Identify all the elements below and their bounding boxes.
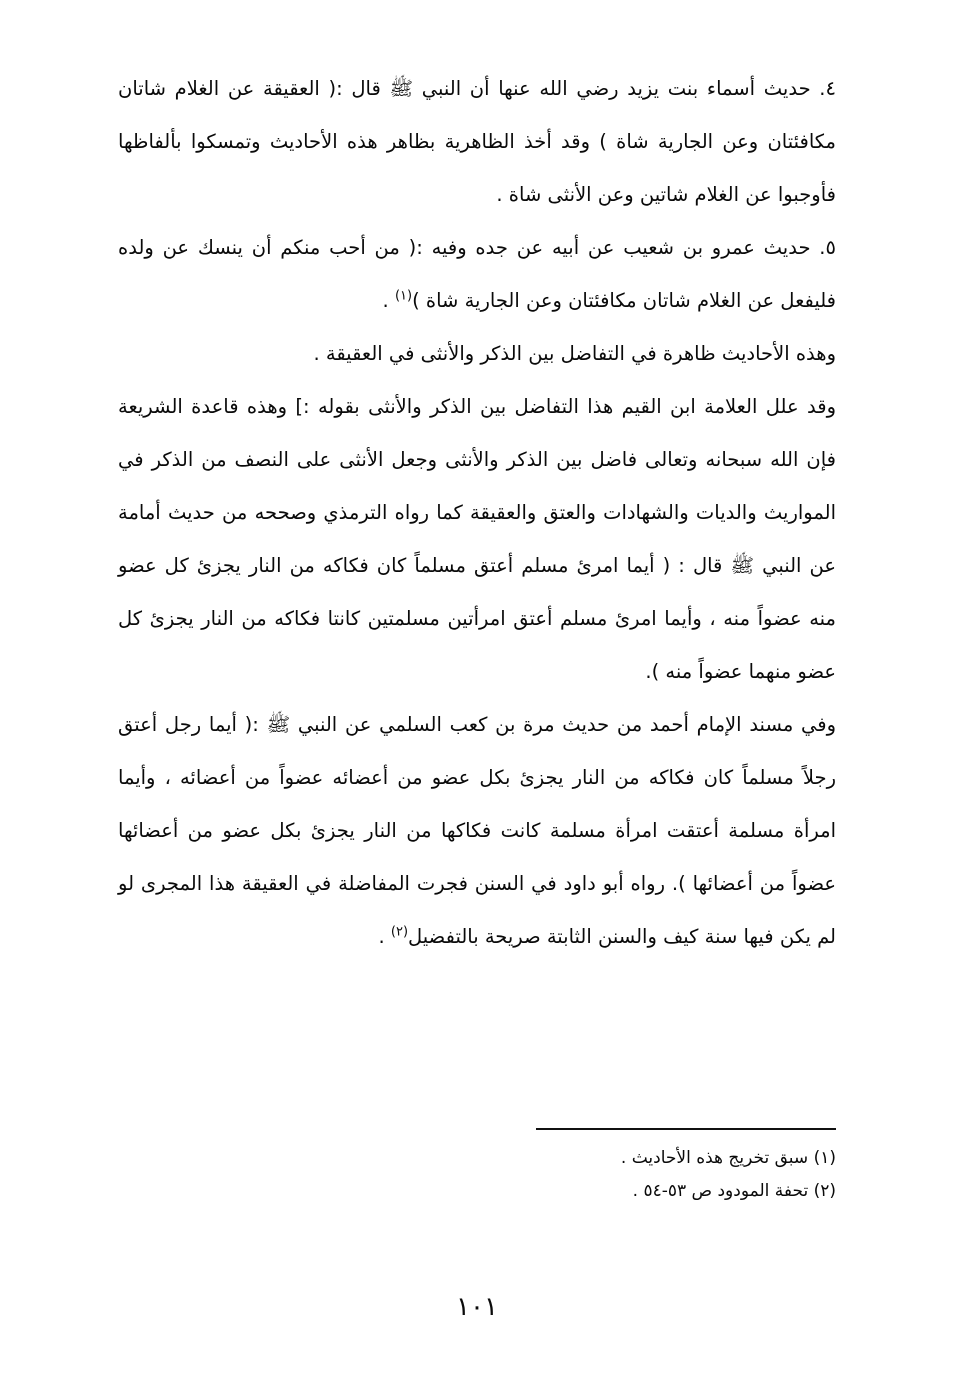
page-number: ١٠١ bbox=[456, 1292, 498, 1322]
paragraph-note-on-hadiths bbox=[118, 327, 836, 380]
paragraph-hadith-4 bbox=[118, 62, 836, 221]
footnote-marker: (٢) bbox=[813, 1181, 836, 1201]
paragraph-text: وقد علل العلامة ابن القيم هذا التفاضل بين الذكر والأنثى بقوله :] وهذه قاعدة الشريعة فإن الله سبحانه وتعالى فاضل بين الذكر والأنثى وجعل الأنثى على النصف من الذكر في المواريث والديات والشهادات والعتق والعقيقة كما رواه الترمذي وصححه من حديث أمامة عن النبي ﷺ قال : ( أيما امرئ مسلم أعتق مسلماً كان فكاكه من النار يجزئ كل عضو منه عضواً منه ، وأيما امرئ مسلم أعتق امرأتين مسلمتين كانتا فكاكه من النار يجزئ كل عضو منهما عضواً منه ). bbox=[118, 395, 836, 683]
footnote-text: تحفة المودود ص ٥٣-٥٤ . bbox=[632, 1181, 809, 1201]
footnotes-section bbox=[118, 1128, 836, 1208]
paragraph-hadith-5 bbox=[118, 221, 836, 327]
paragraph-tail: . bbox=[378, 925, 391, 948]
paragraph-musnad-ahmad bbox=[118, 698, 836, 963]
paragraph-text: وفي مسند الإمام أحمد من حديث مرة بن كعب السلمي عن النبي ﷺ :( أيما رجل أعتق رجلاً مسلماً كان فكاكه من النار يجزئ بكل عضو من أعضائه عضواً من أعضائه ، وأيما امرأة مسلمة أعتقت امرأة مسلمة كانت فكاكها من النار يجزئ بكل عضو من أعضائها عضواً من أعضائها ). رواه أبو داود في السنن فجرت المفاضلة في العقيقة هذا المجرى لو لم يكن فيها سنة كيف والسنن الثابتة صريحة بالتفضيل bbox=[118, 713, 836, 948]
footnote-separator-rule bbox=[536, 1128, 836, 1130]
paragraph-text: ٤. حديث أسماء بنت يزيد رضي الله عنها أن النبي ﷺ قال :( العقيقة عن الغلام شاتان مكافئتان وعن الجارية شاة ) وقد أخذ الظاهرية بظاهر هذه الأحاديث وتمسكوا بألفاظها فأوجبوا عن الغلام شاتين وعن الأنثى شاة . bbox=[118, 77, 836, 206]
footnote-reference-2: (٢) bbox=[390, 924, 409, 940]
footnote-item bbox=[118, 1175, 836, 1208]
paragraph-tail: . bbox=[382, 289, 395, 312]
paragraph-text: ٥. حديث عمرو بن شعيب عن أبيه عن جده وفيه :( من أحب منكم أن ينسك عن ولده فليفعل عن الغلام شاتان مكافئتان وعن الجارية شاة ) bbox=[118, 236, 836, 312]
footnote-reference-1: (١) bbox=[394, 288, 413, 304]
paragraph-ibn-qayyim bbox=[118, 380, 836, 698]
footnote-text: سبق تخريج هذه الأحاديث . bbox=[620, 1148, 809, 1168]
page-body bbox=[118, 62, 836, 963]
footnote-item bbox=[118, 1142, 836, 1175]
footnote-marker: (١) bbox=[813, 1148, 836, 1168]
paragraph-text: وهذه الأحاديث ظاهرة في التفاضل بين الذكر والأنثى في العقيقة . bbox=[313, 342, 836, 365]
